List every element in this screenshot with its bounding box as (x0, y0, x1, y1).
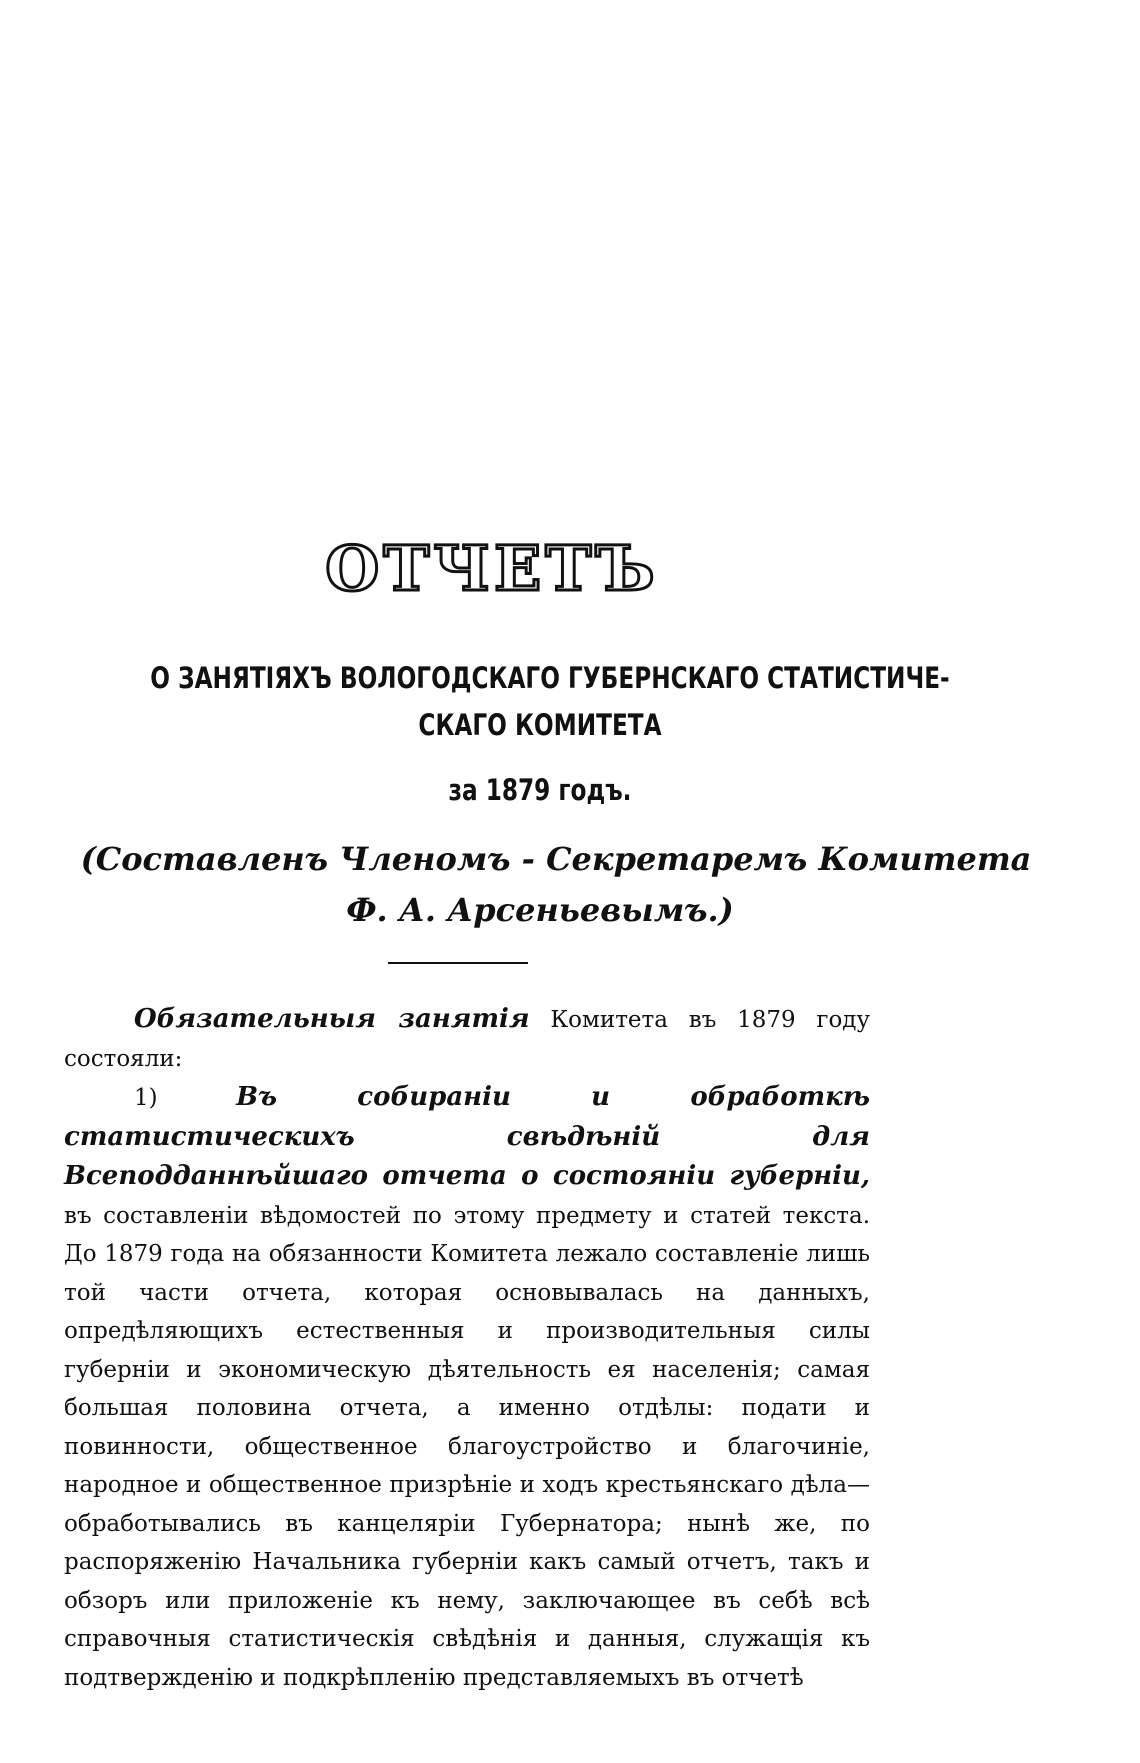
divider-rule (388, 962, 528, 964)
paragraph-2-italic: Въ собираніи и обработкѣ статистическихъ свѣдѣній для Всеподданнѣйшаго отчета о состояніи губерніи, (64, 1082, 870, 1191)
compiled-by-line-2: Ф. А. Арсеньевымъ.) (346, 891, 734, 929)
paragraph-1 (64, 1000, 870, 1078)
document-title: ОТЧЕТЪ (325, 532, 659, 605)
year-line: за 1879 годъ. (448, 773, 632, 807)
body-text (64, 1000, 870, 1697)
paragraph-2-text: въ составленіи вѣдомостей по этому предмету и статей текста. До 1879 года на обязанности Комитета лежало составленіе лишь той части отчета, которая основывалась на данныхъ, опредѣляющихъ естественныя и производительныя силы губерніи и экономическую дѣятельность ея населенія; самая большая половина отчета, а именно отдѣлы: подати и повинности, общественное благоустройство и благочиніе, народное и общественное призрѣніе и ходъ крестьянскаго дѣла—обработывались въ канцеляріи Губернатора; нынѣ же, по распоряженію Начальника губерніи какъ самый отчетъ, такъ и обзоръ или приложеніе къ нему, заключающее въ себѣ всѣ справочныя статистическія свѣдѣнія и данныя, служащія къ подтвержденію и подкрѣпленію представляемыхъ въ отчетѣ (64, 1202, 870, 1691)
subtitle-line-2: СКАГО КОМИТЕТА (418, 708, 662, 742)
paragraph-2-number: 1) (134, 1085, 237, 1111)
paragraph-1-italic: Обязательныя занятія (134, 1004, 530, 1034)
compiled-by-line-1: (Составленъ Членомъ - Секретаремъ Комитета (80, 840, 1032, 878)
paragraph-1-text: Комитета въ 1879 году состояли: (64, 1007, 870, 1072)
subtitle-line-1: О ЗАНЯТІЯХЪ ВОЛОГОДСКАГО ГУБЕРНСКАГО СТАТИСТИЧЕ- (150, 661, 950, 695)
paragraph-2 (64, 1078, 870, 1697)
